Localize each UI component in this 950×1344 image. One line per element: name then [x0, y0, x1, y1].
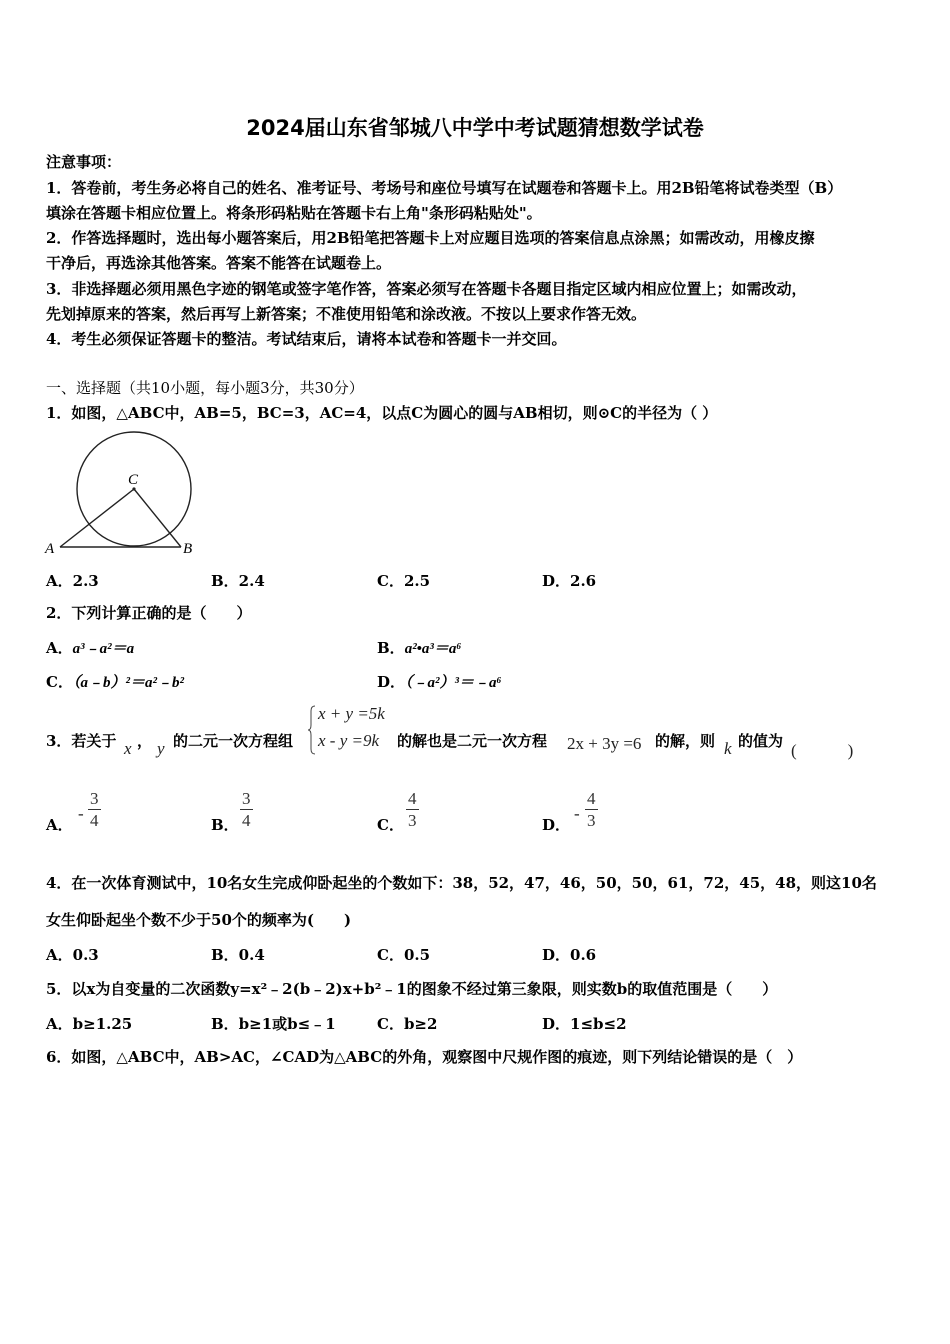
label-c: C	[128, 472, 139, 488]
question-3-text: 的解也是二元一次方程	[397, 732, 548, 750]
option-label: B．	[377, 639, 405, 657]
numerator: 4	[587, 789, 596, 808]
option-d-sign: -	[574, 804, 580, 823]
brace-icon	[308, 705, 316, 755]
option-c: C．b≥2	[377, 1015, 438, 1033]
numerator: 3	[242, 789, 251, 808]
question-6-stem: 6．如图，△ABC中，AB>AC，∠CAD为△ABC的外角，观察图中尺规作图的痕迹，则下列结论错误的是（ ）	[46, 1048, 803, 1066]
notice-line: 3．非选择题必须用黑色字迹的钢笔或签字笔作答，答案必须写在答题卡各题目指定区域内相应位置上；如需改动，	[46, 280, 807, 298]
option-b	[377, 637, 462, 658]
notice-line: 干净后，再选涂其他答案。答案不能答在试题卷上。	[46, 254, 392, 272]
question-1-stem: 1．如图，△ABC中，AB=5，BC=3，AC=4，以点C为圆心的圆与AB相切，则⊙C的半径为（ ）	[46, 404, 718, 422]
option-b: B．0.4	[211, 946, 265, 964]
comma: ，	[137, 732, 153, 750]
variable-y: y	[157, 739, 165, 758]
option-a: A．b≥1.25	[46, 1015, 133, 1033]
option-a-sign: -	[78, 804, 84, 823]
q1-figure	[42, 428, 202, 558]
segment-bc	[134, 489, 181, 547]
question-3-lead: 3．若关于	[46, 732, 117, 750]
option-a: A．0.3	[46, 946, 99, 964]
option-a: A．2.3	[46, 572, 99, 590]
option-d: D．2.6	[542, 572, 597, 590]
label-b: B	[183, 541, 193, 557]
question-5-stem: 5．以x为自变量的二次函数y=x²﹣2(b﹣2)x+b²﹣1的图象不经过第三象限，则实数b的取值范围是（ ）	[46, 980, 778, 998]
option-text: （a﹣b）²＝a²﹣b²	[72, 675, 184, 691]
segment-ac	[60, 489, 134, 547]
denominator: 3	[408, 811, 417, 830]
option-b: B．2.4	[211, 572, 265, 590]
question-2-stem: 2．下列计算正确的是（ ）	[46, 604, 252, 622]
notice-line: 4．考生必须保证答题卡的整洁。考试结束后，请将本试卷和答题卡一并交回。	[46, 330, 567, 348]
question-4-stem: 4．在一次体育测试中，10名女生完成仰卧起坐的个数如下：38，52，47，46，50，50，61，72，45，48，则这10名	[46, 874, 877, 892]
question-4-stem: 女生仰卧起坐个数不少于50个的频率为( )	[46, 911, 352, 929]
option-c: C．0.5	[377, 946, 431, 964]
label-a: A	[45, 541, 55, 557]
option-text: （﹣a²）³＝﹣a⁶	[405, 675, 502, 691]
equation-2: x - y =9k	[318, 731, 380, 750]
option-b-fraction	[240, 789, 253, 832]
denominator: 4	[90, 811, 99, 830]
variable-x: x	[124, 739, 132, 758]
option-label: D．	[377, 673, 406, 691]
option-d: D．1≤b≤2	[542, 1015, 627, 1033]
notice-line: 先划掉原来的答案，然后再写上新答案；不准使用铅笔和涂改液。不按以上要求作答无效。	[46, 305, 647, 323]
option-c-fraction	[406, 789, 419, 832]
denominator: 3	[587, 811, 596, 830]
option-d-fraction	[585, 789, 598, 832]
equation-1: x + y =5k	[318, 704, 385, 723]
equation-3: 2x + 3y =6	[567, 734, 642, 753]
numerator: 3	[90, 789, 99, 808]
option-label: A．	[46, 639, 73, 657]
option-a	[46, 637, 134, 658]
option-d-label: D．	[542, 816, 571, 834]
question-3-text: 的解，则	[655, 732, 716, 750]
option-label: C．	[46, 673, 73, 691]
notice-line: 1．答卷前，考生务必将自己的姓名、准考证号、考场号和座位号填写在试题卷和答题卡上。用2B铅笔将试卷类型（B）	[46, 179, 843, 197]
notice-line: 2．作答选择题时，选出每小题答案后，用2B铅笔把答题卡上对应题目选项的答案信息点涂黑；如需改动，用橡皮擦	[46, 229, 815, 247]
page-title: 2024届山东省邹城八中学中考试题猜想数学试卷	[246, 116, 704, 140]
question-3-text: 的值为	[738, 732, 784, 750]
variable-k: k	[724, 739, 732, 758]
notice-heading: 注意事项：	[46, 153, 122, 171]
option-d	[377, 671, 502, 692]
option-text: a²•a³＝a⁶	[404, 641, 462, 657]
option-b: B．b≥1或b≤﹣1	[211, 1015, 336, 1033]
option-a-fraction	[88, 789, 101, 832]
numerator: 4	[408, 789, 417, 808]
denominator: 4	[242, 811, 251, 830]
option-b-label: B．	[211, 816, 239, 834]
option-d: D．0.6	[542, 946, 597, 964]
notice-line: 填涂在答题卡相应位置上。将条形码粘贴在答题卡右上角"条形码粘贴处"。	[46, 204, 542, 222]
option-a-label: A．	[46, 816, 73, 834]
question-3-text: 的二元一次方程组	[173, 732, 294, 750]
answer-paren: ( )	[791, 741, 854, 760]
option-text: a³﹣a²＝a	[72, 641, 135, 657]
section-heading: 一、选择题（共10小题，每小题3分，共30分）	[46, 379, 364, 397]
option-c	[46, 671, 184, 692]
option-c: C．2.5	[377, 572, 431, 590]
option-c-label: C．	[377, 816, 404, 834]
